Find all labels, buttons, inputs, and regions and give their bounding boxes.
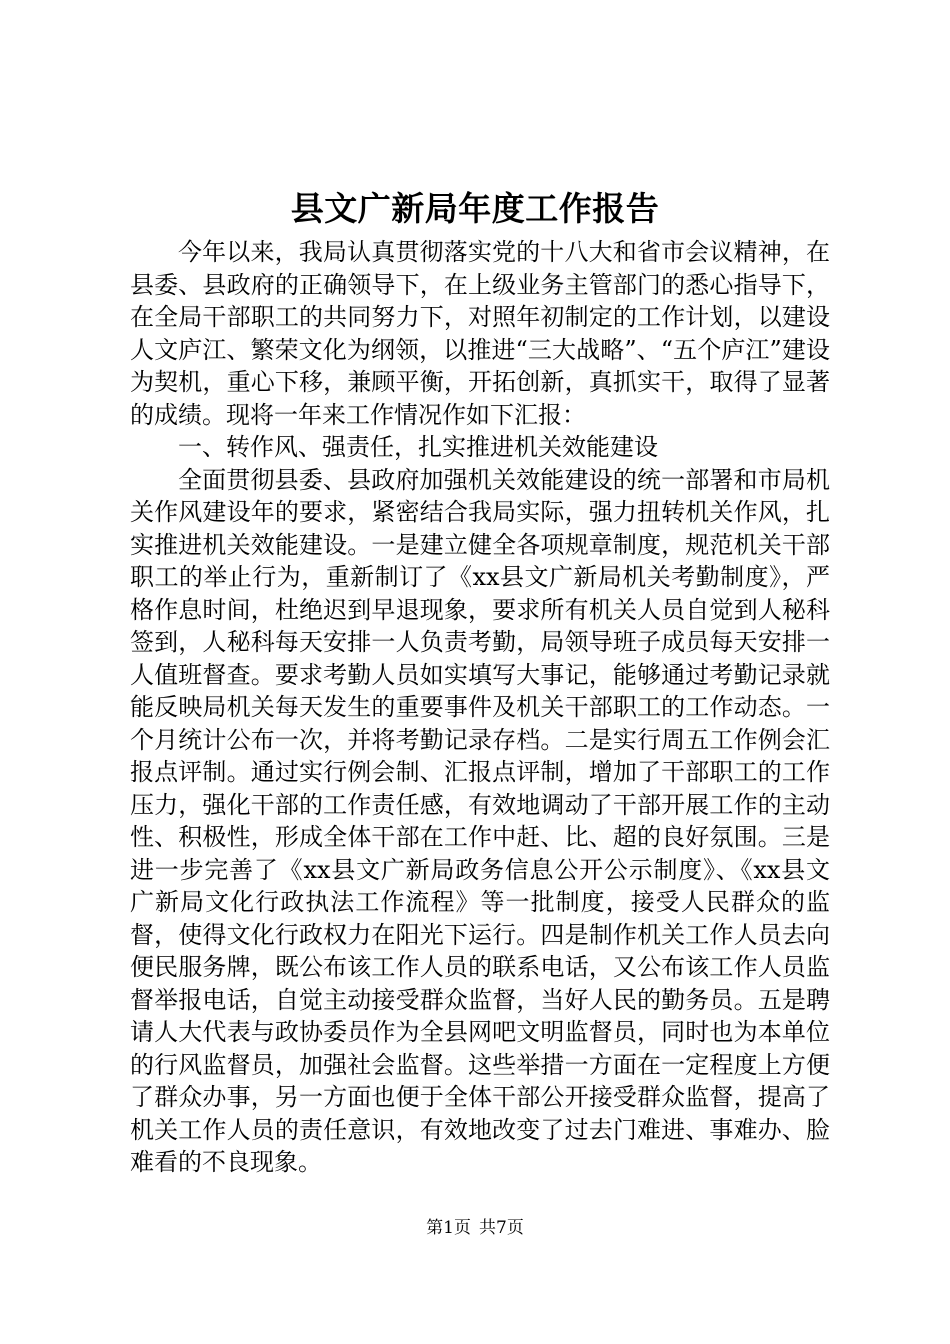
- page-footer: [0, 1216, 950, 1240]
- document-body: [130, 236, 830, 1179]
- document-title: 县文广新局年度工作报告: [290, 189, 660, 228]
- intro-paragraph: 今年以来，我局认真贯彻落实党的十八大和省市会议精神，在县委、县政府的正确领导下，在上级业务主管部门的悉心指导下，在全局干部职工的共同努力下，对照年初制定的工作计划，以建设人文庐江、繁荣文化为纲领，以推进“三大战略”、“五个庐江”建设为契机，重心下移，兼顾平衡，开拓创新，真抓实干，取得了显著的成绩。现将一年来工作情况作如下汇报：: [130, 238, 830, 429]
- section-heading: 一、转作风、强责任，扎实推进机关效能建设: [178, 433, 658, 461]
- page-number: 第1页: [426, 1218, 471, 1238]
- page-total: 共7页: [479, 1218, 524, 1238]
- section-paragraph: 全面贯彻县委、县政府加强机关效能建设的统一部署和市局机关作风建设年的要求，紧密结合我局实际，强力扭转机关作风，扎实推进机关效能建设。一是建立健全各项规章制度，规范机关干部职工的举止行为，重新制订了《xx县文广新局机关考勤制度》，严格作息时间，杜绝迟到早退现象，要求所有机关人员自觉到人秘科签到，人秘科每天安排一人负责考勤，局领导班子成员每天安排一人值班督查。要求考勤人员如实填写大事记，能够通过考勤记录就能反映局机关每天发生的重要事件及机关干部职工的工作动态。一个月统计公布一次，并将考勤记录存档。二是实行周五工作例会汇报点评制。通过实行例会制、汇报点评制，增加了干部职工的工作压力，强化干部的工作责任感，有效地调动了干部开展工作的主动性、积极性，形成全体干部在工作中赶、比、超的良好氛围。三是进一步完善了《xx县文广新局政务信息公开公示制度》、《xx县文广新局文化行政执法工作流程》等一批制度，接受人民群众的监督，使得文化行政权力在阳光下运行。四是制作机关工作人员去向便民服务牌，既公布该工作人员的联系电话，又公布该工作人员监督举报电话，自觉主动接受群众监督，当好人民的勤务员。五是聘请人大代表与政协委员作为全县网吧文明监督员，同时也为本单位的行风监督员，加强社会监督。这些举措一方面在一定程度上方便了群众办事，另一方面也便于全体干部公开接受群众监督，提高了机关工作人员的责任意识，有效地改变了过去门难进、事难办、脸难看的不良现象。: [130, 465, 830, 1176]
